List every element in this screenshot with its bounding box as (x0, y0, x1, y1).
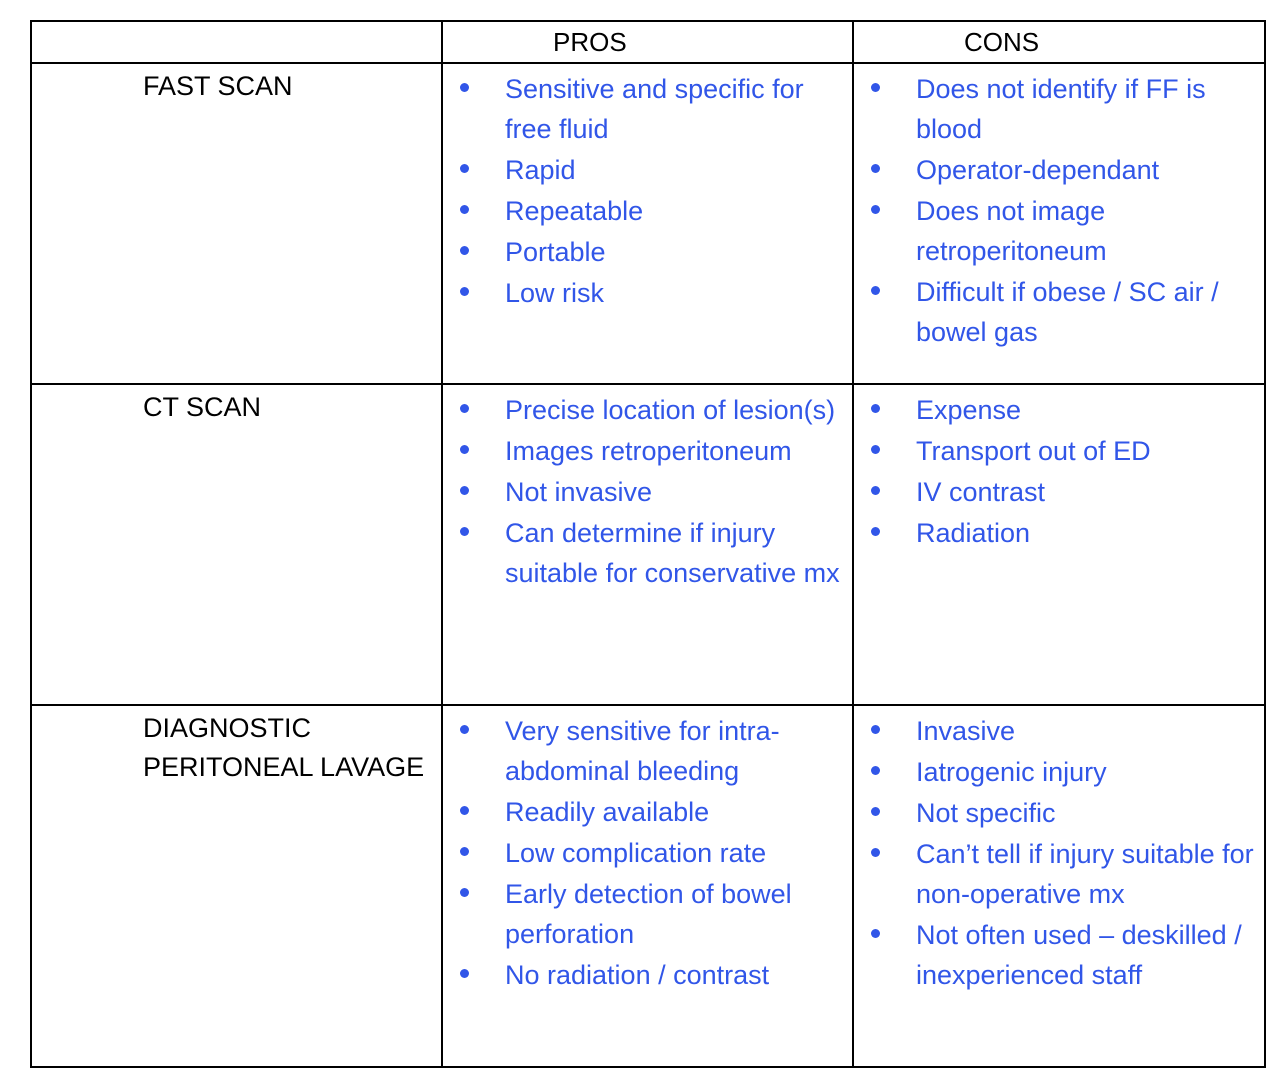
pros-cell (442, 384, 853, 705)
comparison-table (30, 20, 1266, 1068)
pros-cell (442, 705, 853, 1067)
method-label-line: PERITONEAL LAVAGE (143, 752, 425, 782)
list-item: Readily available (443, 792, 842, 832)
list-item: Iatrogenic injury (854, 752, 1254, 792)
method-label (32, 706, 441, 787)
pros-list (443, 64, 852, 313)
list-item: IV contrast (854, 472, 1254, 512)
list-item: Early detection of bowel perforation (443, 874, 842, 954)
method-cell (31, 705, 442, 1067)
method-label-line: CT SCAN (143, 392, 262, 422)
list-item: Expense (854, 390, 1254, 430)
pros-header: PROS (553, 27, 627, 57)
list-item: Low complication rate (443, 833, 842, 873)
list-item: Transport out of ED (854, 431, 1254, 471)
cons-cell (853, 705, 1265, 1067)
list-item: Can’t tell if injury suitable for non-operative mx (854, 834, 1254, 914)
list-item: Images retroperitoneum (443, 431, 842, 471)
cons-list (854, 706, 1264, 995)
list-item: Rapid (443, 150, 842, 190)
list-item: No radiation / contrast (443, 955, 842, 995)
list-item: Very sensitive for intra-abdominal bleeding (443, 711, 842, 791)
list-item: Difficult if obese / SC air / bowel gas (854, 272, 1254, 352)
list-item: Invasive (854, 711, 1254, 751)
method-label (32, 385, 441, 427)
cons-list (854, 64, 1264, 352)
list-item: Radiation (854, 513, 1254, 553)
cons-header: CONS (964, 27, 1040, 57)
pros-cell (442, 63, 853, 384)
list-item: Can determine if injury suitable for conservative mx (443, 513, 842, 593)
list-item: Not invasive (443, 472, 842, 512)
list-item: Does not identify if FF is blood (854, 69, 1254, 149)
list-item: Precise location of lesion(s) (443, 390, 842, 430)
list-item: Repeatable (443, 191, 842, 231)
table-row (31, 63, 1265, 384)
method-cell (31, 63, 442, 384)
method-cell (31, 384, 442, 705)
header-row (31, 21, 1265, 63)
pros-list (443, 385, 852, 593)
list-item: Low risk (443, 273, 842, 313)
list-item: Not specific (854, 793, 1254, 833)
header-cons-cell (853, 21, 1265, 63)
table-row (31, 705, 1265, 1067)
cons-cell (853, 384, 1265, 705)
cons-list (854, 385, 1264, 553)
cons-cell (853, 63, 1265, 384)
list-item: Portable (443, 232, 842, 272)
list-item: Not often used – deskilled / inexperienced staff (854, 915, 1254, 995)
list-item: Operator-dependant (854, 150, 1254, 190)
list-item: Does not image retroperitoneum (854, 191, 1254, 271)
method-label-line: FAST SCAN (143, 71, 293, 101)
table-row (31, 384, 1265, 705)
pros-list (443, 706, 852, 995)
method-label-line: DIAGNOSTIC (143, 713, 312, 743)
header-empty-cell (31, 21, 442, 63)
header-pros-cell (442, 21, 853, 63)
list-item: Sensitive and specific for free fluid (443, 69, 842, 149)
method-label (32, 64, 441, 106)
